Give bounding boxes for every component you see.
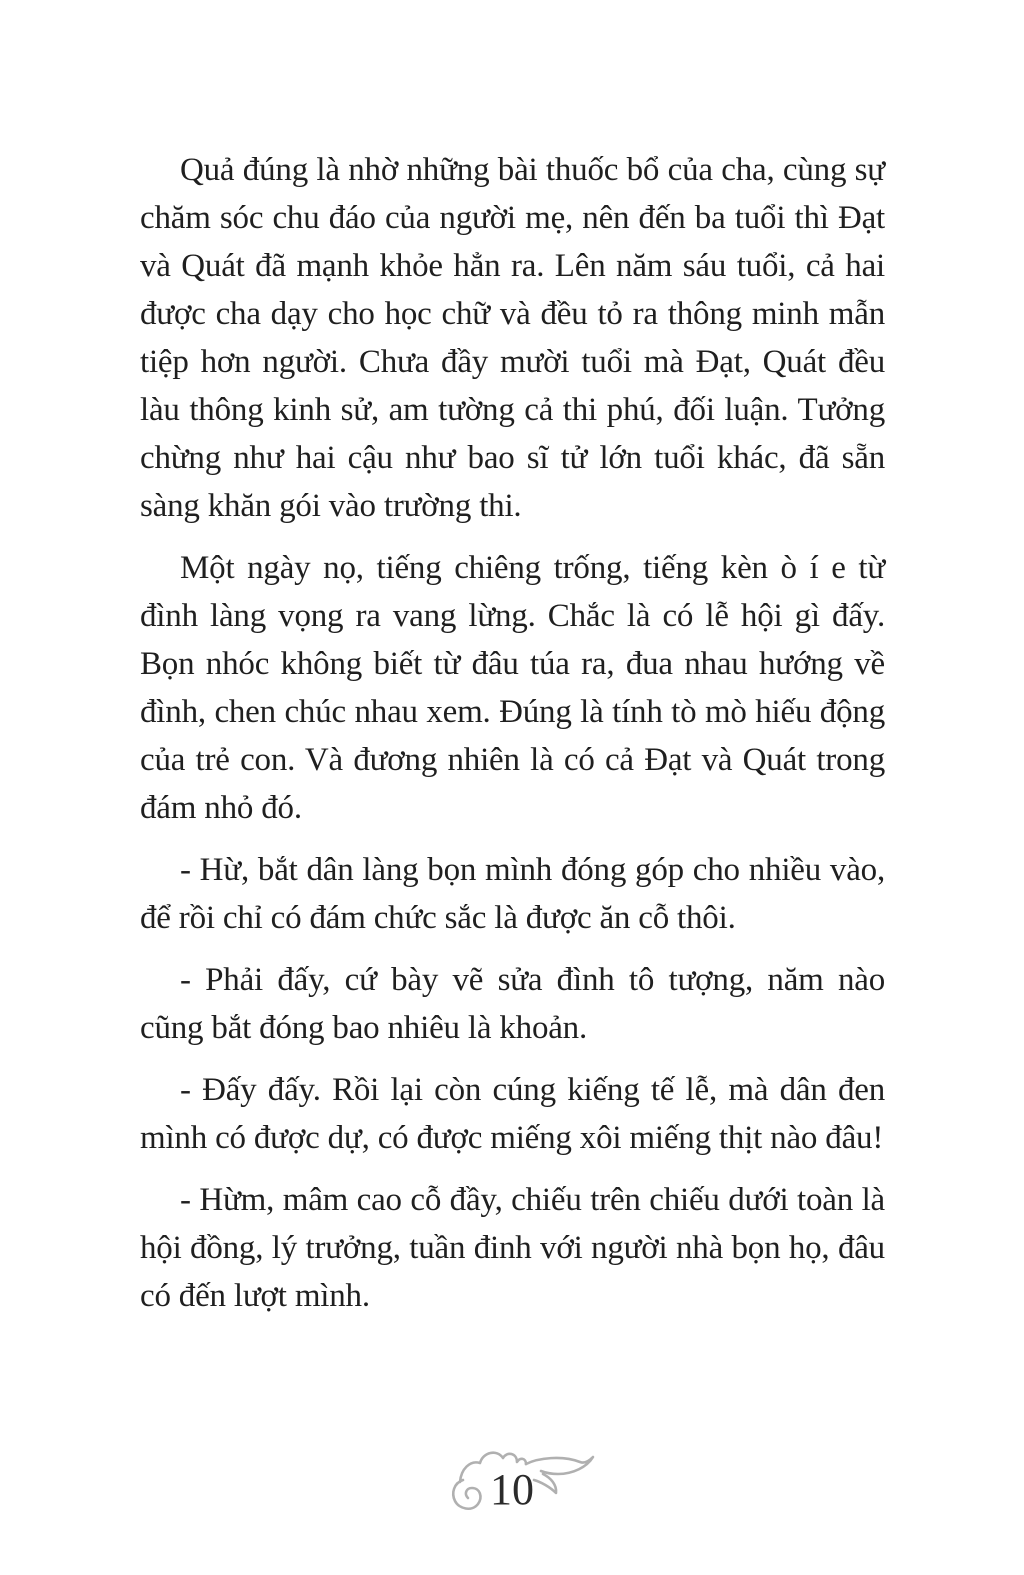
page-footer — [440, 1436, 600, 1528]
paragraph: Một ngày nọ, tiếng chiêng trống, tiếng kèn ò í e từ đình làng vọng ra vang lừng. Chắc là có lễ hội gì đấy. Bọn nhóc không biết từ đâu túa ra, đua nhau hướng về đình, chen chúc nhau xem. Đúng là tính tò mò hiếu động của trẻ con. Và đương nhiên là có cả Đạt và Quát trong đám nhỏ đó. — [140, 550, 885, 826]
paragraph: - Hừ, bắt dân làng bọn mình đóng góp cho nhiều vào, để rồi chỉ có đám chức sắc là được ăn cỗ thôi. — [140, 852, 885, 936]
paragraph: Quả đúng là nhờ những bài thuốc bổ của cha, cùng sự chăm sóc chu đáo của người mẹ, nên đến ba tuổi thì Đạt và Quát đã mạnh khỏe hẳn ra. Lên năm sáu tuổi, cả hai được cha dạy cho học chữ và đều tỏ ra thông minh mẫn tiệp hơn người. Chưa đầy mười tuổi mà Đạt, Quát đều làu thông kinh sử, am tường cả thi phú, đối luận. Tưởng chừng như hai cậu như bao sĩ tử lớn tuổi khác, đã sẵn sàng khăn gói vào trường thi. — [140, 152, 885, 524]
paragraph: - Đấy đấy. Rồi lại còn cúng kiếng tế lễ, mà dân đen mình có được dự, có được miếng xôi miếng thịt nào đâu! — [140, 1072, 885, 1156]
body-text — [140, 146, 885, 1334]
page-number: 10 — [490, 1465, 534, 1514]
paragraph: - Hừm, mâm cao cỗ đầy, chiếu trên chiếu dưới toàn là hội đồng, lý trưởng, tuần đinh với người nhà bọn họ, đâu có đến lượt mình. — [140, 1182, 885, 1314]
paragraph: - Phải đấy, cứ bày vẽ sửa đình tô tượng, năm nào cũng bắt đóng bao nhiêu là khoản. — [140, 962, 885, 1046]
